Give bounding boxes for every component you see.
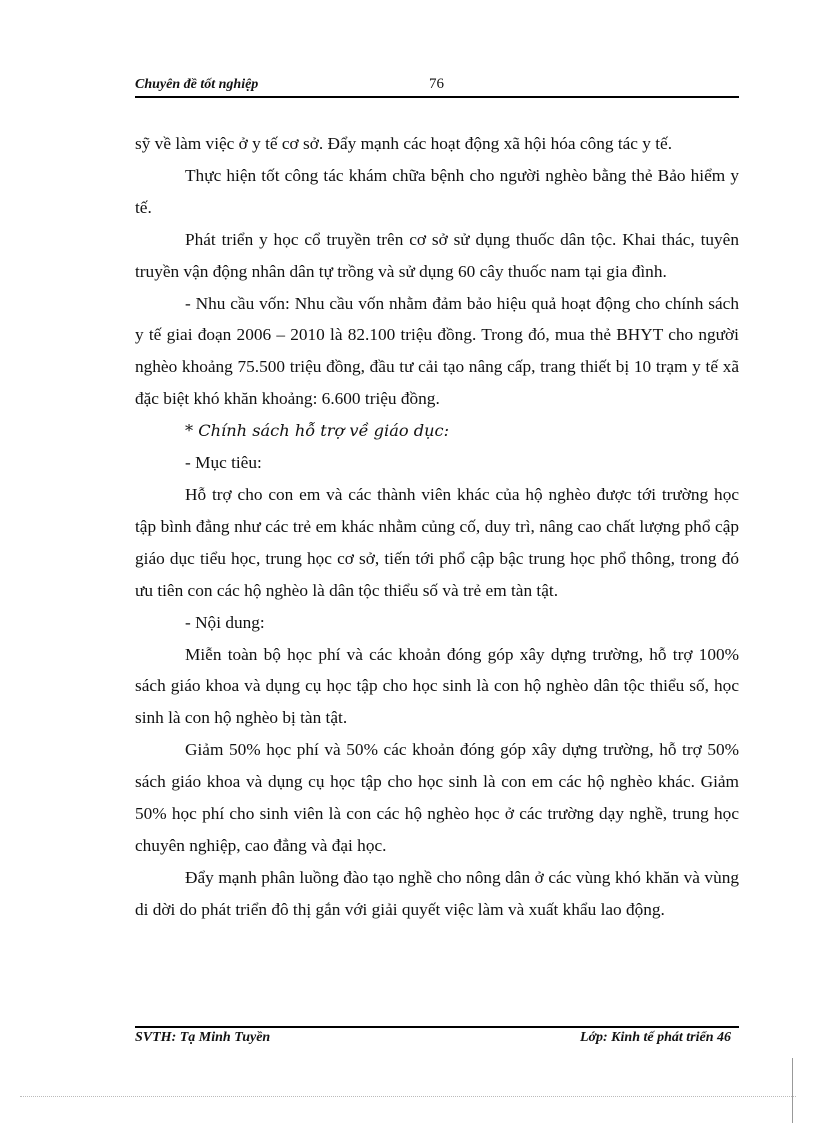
paragraph: Hỗ trợ cho con em và các thành viên khác của hộ nghèo được tới trường học tập bình đẳng như các trẻ em khác nhằm củng cố, duy trì, nâng cao chất lượng phổ cập giáo dục tiểu học, trung học cơ sở, tiến tới phổ cập bậc trung học phổ thông, trong đó ưu tiên con các hộ nghèo là dân tộc thiểu số và trẻ em tàn tật. (135, 484, 739, 600)
page-number: 76 (429, 76, 444, 92)
page-body (135, 128, 739, 926)
page-header (135, 74, 739, 96)
page-bottom-dotted-line (20, 1096, 796, 1097)
paragraph: sỹ về làm việc ở y tế cơ sở. Đẩy mạnh các hoạt động xã hội hóa công tác y tế. (135, 134, 673, 153)
subheading-objectives: - Mục tiêu: (185, 453, 262, 473)
paragraph: Đẩy mạnh phân luồng đào tạo nghề cho nông dân ở các vùng khó khăn và vùng di dời do phát triển đô thị gắn với giải quyết việc làm và xuất khẩu lao động. (135, 867, 739, 919)
paragraph: Miễn toàn bộ học phí và các khoản đóng góp xây dựng trường, hỗ trợ 100% sách giáo khoa và dụng cụ học tập cho học sinh là con hộ nghèo dân tộc thiểu số, học sinh là con hộ nghèo bị tàn tật. (135, 644, 739, 728)
paragraph: Phát triển y học cổ truyền trên cơ sở sử dụng thuốc dân tộc. Khai thác, tuyên truyền vận động nhân dân tự trồng và sử dụng 60 cây thuốc nam tại gia đình. (135, 229, 739, 281)
author-label: SVTH: Tạ Minh Tuyền (135, 1030, 271, 1045)
footer-divider (135, 1026, 739, 1028)
header-divider (135, 96, 739, 98)
section-heading-education-policy: * Chính sách hỗ trợ về giáo dục: (185, 421, 450, 441)
document-title: Chuyên đề tốt nghiệp (135, 77, 259, 92)
page-edge-line (792, 1058, 793, 1123)
paragraph-funding-needs: - Nhu cầu vốn: Nhu cầu vốn nhằm đảm bảo hiệu quả hoạt động cho chính sách y tế giai đoạn 2006 – 2010 là 82.100 triệu đồng. Trong đó, mua thẻ BHYT cho người nghèo khoảng 75.500 triệu đồng, đầu tư cải tạo nâng cấp, trang thiết bị 10 trạm y tế xã đặc biệt khó khăn khoảng: 6.600 triệu đồng. (135, 293, 739, 409)
paragraph: Giảm 50% học phí và 50% các khoản đóng góp xây dựng trường, hỗ trợ 50% sách giáo khoa và dụng cụ học tập cho học sinh là con em các hộ nghèo khác. Giảm 50% học phí cho sinh viên là con các hộ nghèo học ở các trường dạy nghề, trung học chuyên nghiệp, cao đẳng và đại học. (135, 740, 739, 855)
class-label: Lớp: Kinh tế phát triển 46 (579, 1030, 731, 1045)
subheading-content: - Nội dung: (185, 612, 265, 632)
page-footer (135, 1030, 739, 1052)
paragraph: Thực hiện tốt công tác khám chữa bệnh cho người nghèo bằng thẻ Bảo hiểm y tế. (135, 165, 739, 217)
